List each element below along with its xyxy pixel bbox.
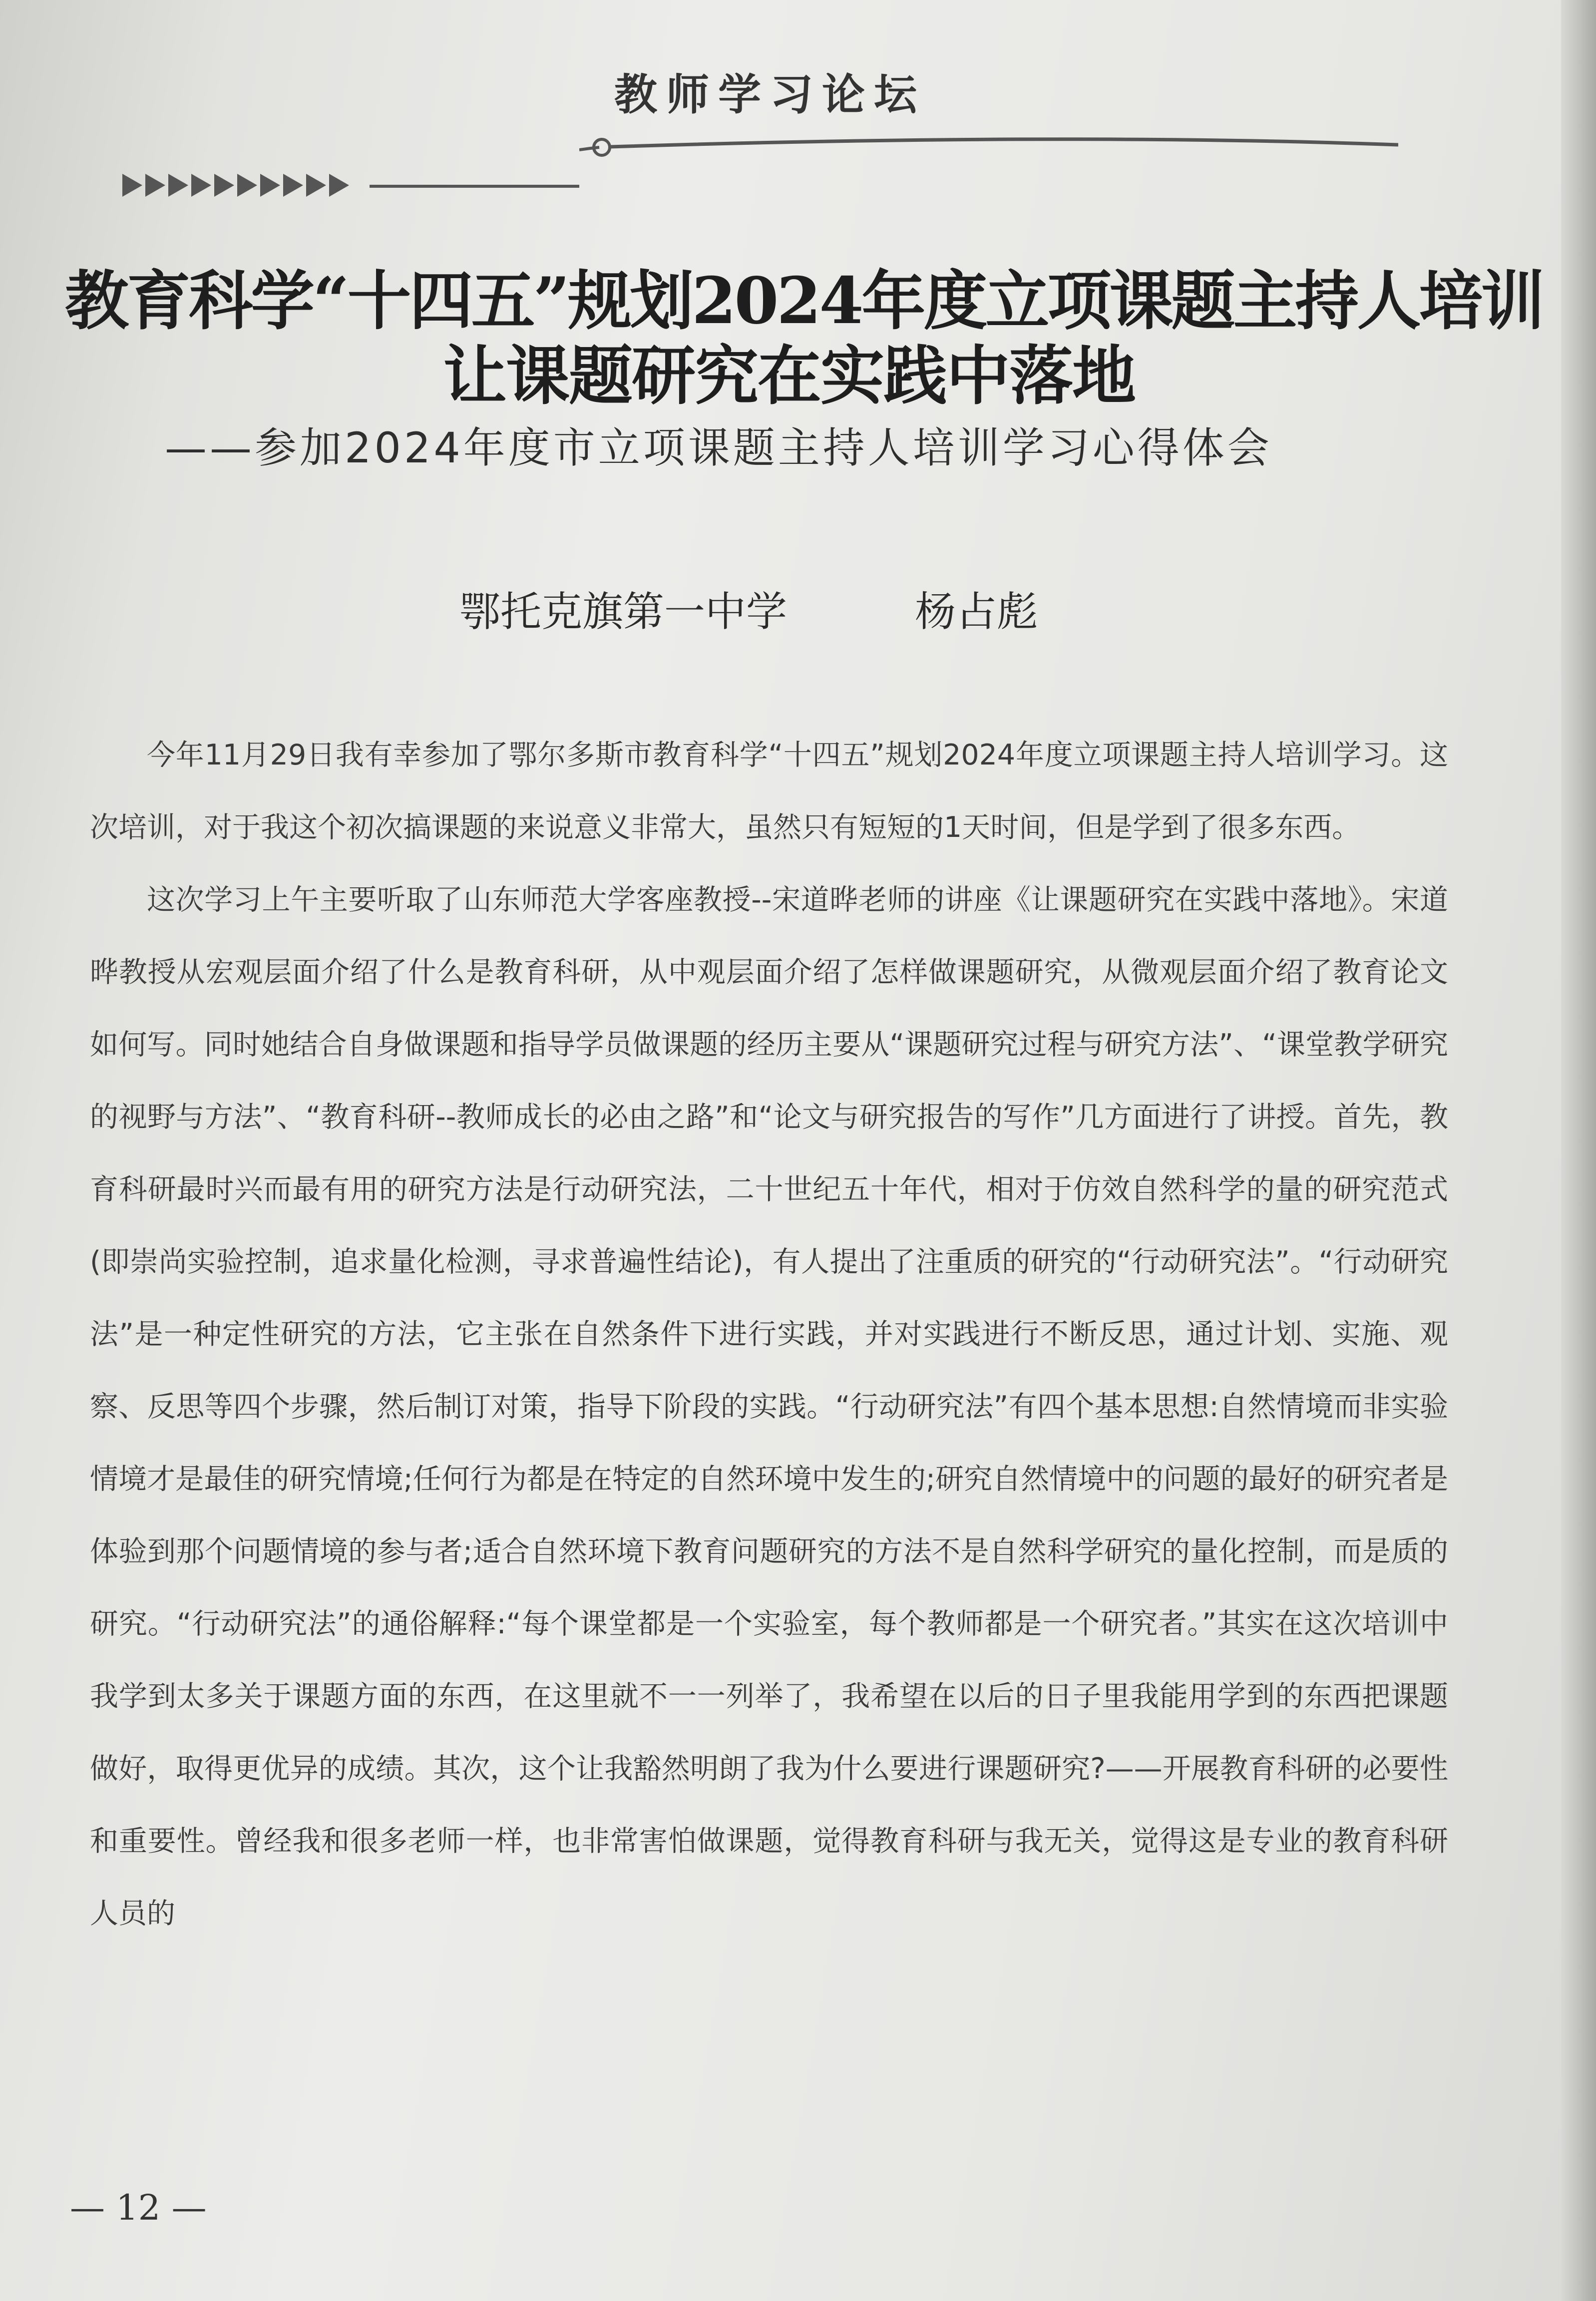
author-name: 杨占彪 (915, 588, 1038, 636)
body-paragraph-1: 今年11月29日我有幸参加了鄂尔多斯市教育科学“十四五”规划2024年度立项课题主持人培训学习。这次培训，对于我这个初次搞课题的来说意义非常大，虽然只有短短的1天时间，但是学到了很多东西。 (90, 739, 1448, 844)
page-edge-shadow (1561, 0, 1596, 2301)
article-title-line-2: 让课题研究在实践中落地 (442, 339, 1135, 413)
author-line (459, 579, 1038, 638)
decorative-left-rule (370, 185, 579, 188)
article-body (90, 719, 1448, 1950)
section-header-title: 教师学习论坛 (614, 70, 926, 120)
decorative-arrow-row (122, 174, 349, 197)
author-school: 鄂托克旗第一中学 (459, 588, 788, 636)
header-decorative-rule (579, 107, 1398, 162)
article-title-line-1: 教育科学“十四五”规划2024年度立项课题主持人培训 (65, 264, 1543, 339)
article-subtitle: ——参加2024年度市立项课题主持人培训学习心得体会 (165, 423, 1272, 472)
body-paragraph-2: 这次学习上午主要听取了山东师范大学客座教授--宋道晔老师的讲座《让课题研究在实践中落地》。宋道晔教授从宏观层面介绍了什么是教育科研，从中观层面介绍了怎样做课题研究，从微观层面介绍了教育论文如何写。同时她结合自身做课题和指导学员做课题的经历主要从“课题研究过程与研究方法”、“课堂教学研究的视野与方法”、“教育科研--教师成长的必由之路”和“论文与研究报告的写作”几方面进行了讲授。首先，教育科研最时兴而最有用的研究方法是行动研究法，二十世纪五十年代，相对于仿效自然科学的量的研究范式(即崇尚实验控制，追求量化检测，寻求普遍性结论)，有人提出了注重质的研究的“行动研究法”。“行动研究法”是一种定性研究的方法，它主张在自然条件下进行实践，并对实践进行不断反思，通过计划、实施、观察、反思等四个步骤，然后制订对策，指导下阶段的实践。“行动研究法”有四个基本思想:自然情境而非实验情境才是最佳的研究情境;任何行为都是在特定的自然环境中发生的;研究自然情境中的问题的最好的研究者是体验到那个问题情境的参与者;适合自然环境下教育问题研究的方法不是自然科学研究的量化控制，而是质的研究。“行动研究法”的通俗解释:“每个课堂都是一个实验室，每个教师都是一个研究者。”其实在这次培训中我学到太多关于课题方面的东西，在这里就不一一列举了，我希望在以后的日子里我能用学到的东西把课题做好，取得更优异的成绩。其次，这个让我豁然明朗了我为什么要进行课题研究?——开展教育科研的必要性和重要性。曾经我和很多老师一样，也非常害怕做课题，觉得教育科研与我无关，觉得这是专业的教育科研人员的 (90, 883, 1448, 1930)
page-number: — 12 — (70, 2187, 207, 2228)
